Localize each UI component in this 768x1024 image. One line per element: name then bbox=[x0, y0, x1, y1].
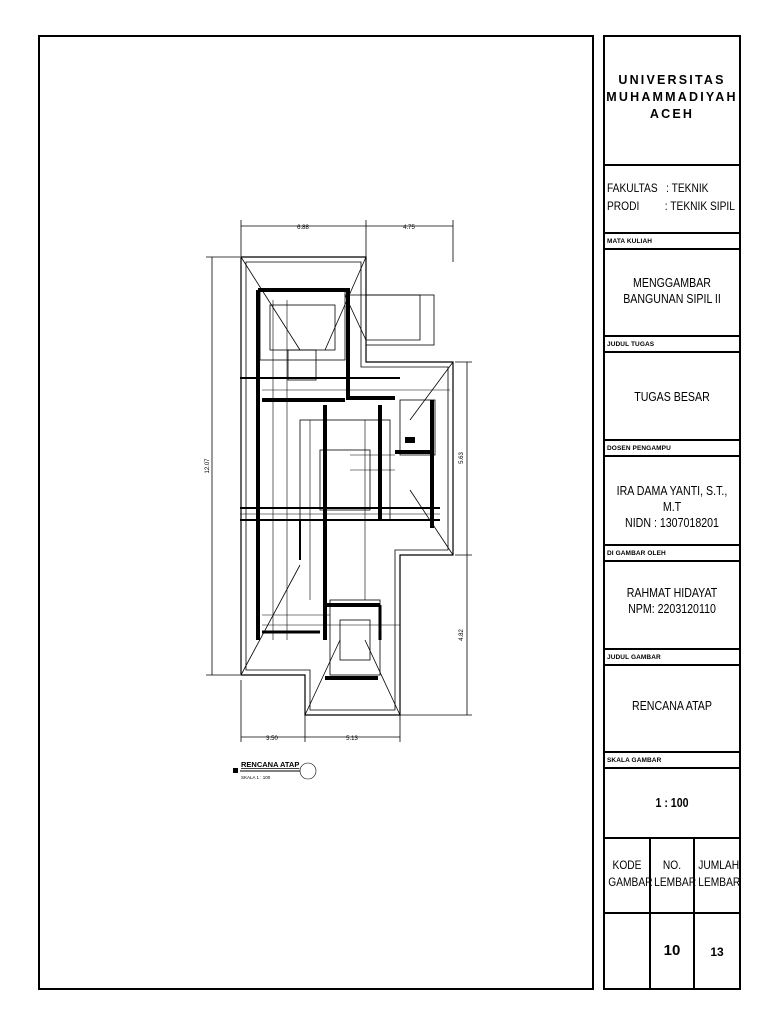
dim-bottom-right: 5.13 bbox=[346, 736, 358, 742]
no-lembar-value: 10 bbox=[651, 914, 695, 988]
digambar-caption-cell bbox=[605, 546, 739, 562]
dim-bottom-left: 3.50 bbox=[266, 736, 278, 742]
jumlah-lembar-label: JUMLAH LEMBAR bbox=[698, 858, 741, 889]
skala-caption-cell bbox=[605, 753, 739, 769]
judul-gambar-caption: JUDUL GAMBAR bbox=[607, 654, 661, 661]
skala-caption: SKALA GAMBAR bbox=[607, 757, 662, 764]
student-npm: NPM: 2203120110 bbox=[628, 602, 716, 616]
title-block bbox=[603, 35, 741, 990]
skala-cell bbox=[605, 769, 739, 839]
mata-kuliah-cell bbox=[605, 250, 739, 337]
kode-gambar-value bbox=[605, 914, 651, 988]
dosen-name: IRA DAMA YANTI, S.T., M.T bbox=[616, 484, 728, 514]
mata-kuliah-line-1: MENGGAMBAR bbox=[633, 276, 711, 290]
student-name: RAHMAT HIDAYAT bbox=[626, 586, 718, 600]
prodi-line: PRODI : TEKNIK SIPIL bbox=[607, 199, 735, 213]
kode-gambar-label: KODE GAMBAR bbox=[605, 839, 651, 912]
university-line-3: ACEH bbox=[649, 107, 695, 121]
judul-tugas-cell bbox=[605, 353, 739, 441]
judul-tugas-caption: JUDUL TUGAS bbox=[607, 341, 655, 348]
judul-tugas: TUGAS BESAR bbox=[634, 390, 710, 404]
dosen-nidn: NIDN : 1307018201 bbox=[625, 516, 719, 530]
university-cell bbox=[605, 37, 739, 166]
judul-tugas-caption-cell bbox=[605, 337, 739, 353]
dim-right-upper: 5.63 bbox=[459, 452, 465, 464]
mata-kuliah-caption-cell bbox=[605, 234, 739, 250]
caption-title: RENCANA ATAP bbox=[241, 760, 300, 769]
dosen-cell bbox=[605, 457, 739, 546]
caption-circle bbox=[300, 763, 316, 779]
dim-left-total: 12.07 bbox=[205, 458, 211, 474]
caption-marker bbox=[233, 768, 238, 773]
dim-right-lower: 4.82 bbox=[459, 629, 465, 641]
mata-kuliah-caption: MATA KULIAH bbox=[607, 238, 653, 245]
dim-top-right: 4.75 bbox=[403, 225, 415, 231]
faculty-cell bbox=[605, 166, 739, 234]
digambar-caption: DI GAMBAR OLEH bbox=[607, 550, 666, 557]
judul-gambar: RENCANA ATAP bbox=[632, 699, 712, 713]
dim-top-left: 6.88 bbox=[297, 225, 309, 231]
sheet-labels-row bbox=[605, 839, 739, 914]
jumlah-lembar-value: 13 bbox=[710, 945, 724, 959]
faculty-line: FAKULTAS : TEKNIK bbox=[607, 181, 709, 195]
dosen-caption: DOSEN PENGAMPU bbox=[607, 445, 671, 452]
university-line-1: UNIVERSITAS bbox=[618, 73, 726, 87]
student-cell bbox=[605, 562, 739, 650]
university-line-2: MUHAMMADIYAH bbox=[606, 90, 738, 104]
skala-value: 1 : 100 bbox=[655, 796, 689, 810]
judul-gambar-cell bbox=[605, 666, 739, 753]
sheet-values-row bbox=[605, 914, 739, 988]
judul-gambar-caption-cell bbox=[605, 650, 739, 666]
caption-scale: SKALA 1 : 100 bbox=[241, 775, 271, 780]
no-lembar-label: NO. LEMBAR bbox=[651, 839, 695, 912]
mata-kuliah-line-2: BANGUNAN SIPIL II bbox=[623, 292, 721, 306]
dosen-caption-cell bbox=[605, 441, 739, 457]
